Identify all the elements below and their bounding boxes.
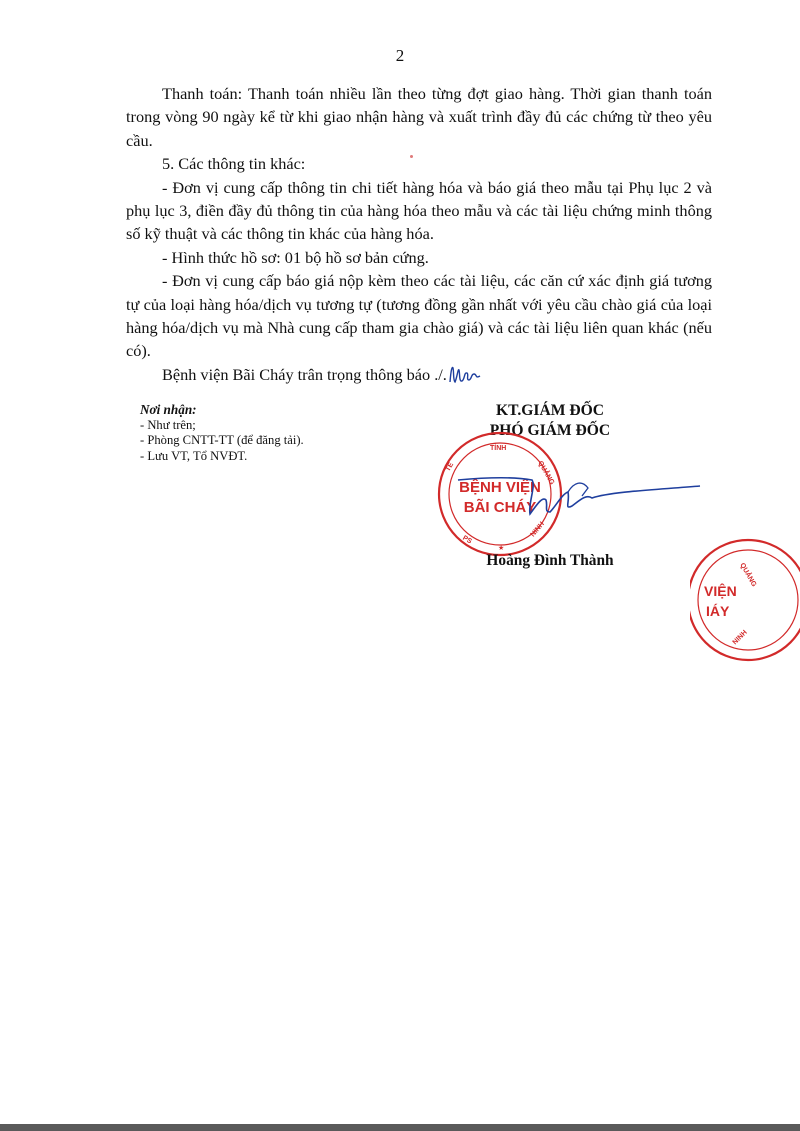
seal-ring-right: QUẢNG (536, 460, 556, 487)
initials-signature-icon (447, 364, 481, 386)
recipients-block (140, 402, 440, 464)
document-body (126, 82, 712, 386)
scan-bottom-edge (0, 1124, 800, 1131)
seal-line2: BÃI CHÁY (463, 499, 537, 516)
partial-edge-seal-icon (690, 538, 800, 668)
closing-row (126, 363, 712, 386)
partial-seal-line2: IÁY (706, 603, 730, 619)
partial-seal-ring-low: NINH (731, 629, 749, 647)
signature-title-line1: KT.GIÁM ĐỐC (496, 402, 604, 419)
seal-ring-right-low: NINH (529, 520, 546, 539)
seal-ring-left: TẾ (444, 461, 456, 473)
seal-ring-bottom: PS (461, 534, 473, 546)
page-number: 2 (395, 46, 405, 65)
payment-paragraph: Thanh toán: Thanh toán nhiều lần theo từng đợt giao hàng. Thời gian thanh toán trong vòng 90 ngày kể từ khi giao nhận hàng và xuất trình đầy đủ các chứng từ theo yêu cầu. (126, 84, 712, 150)
seal-line1: BỆNH VIỆN (459, 479, 541, 496)
info-item-3: - Đơn vị cung cấp báo giá nộp kèm theo các tài liệu, các căn cứ xác định giá tương tự của loại hàng hóa/dịch vụ tương tự (tương đồng gần nhất với yêu cầu chào giá của loại hàng hóa/dịch vụ mà Nhà cung cấp tham gia chào giá) và các tài liệu liên quan khác (nếu có). (126, 271, 712, 361)
partial-seal-ring-top: QUẢNG (738, 562, 758, 589)
info-item-2: - Hình thức hồ sơ: 01 bộ hồ sơ bản cứng. (162, 247, 429, 267)
recipient-item: - Như trên; (140, 417, 196, 432)
info-item-1: - Đơn vị cung cấp thông tin chi tiết hàng hóa và báo giá theo mẫu tại Phụ lục 2 và phụ lục 3, điền đầy đủ thông tin của hàng hóa theo mẫu và các tài liệu chứng minh thông số kỹ thuật và các thông tin khác của hàng hóa. (126, 177, 712, 244)
seal-star: ★ (498, 545, 505, 552)
closing-statement: Bệnh viện Bãi Cháy trân trọng thông báo ./. (162, 364, 447, 384)
official-seal-icon (440, 436, 710, 566)
recipient-item: - Phòng CNTT-TT (để đăng tải). (140, 433, 304, 448)
signer-name: Hoàng Đình Thành (486, 552, 614, 569)
recipients-heading: Nơi nhận: (140, 402, 197, 417)
seal-ring-top: TỈNH (490, 445, 507, 452)
signature-title (430, 401, 670, 441)
partial-seal-line1: VIỆN (704, 583, 737, 599)
signature-title-line2: PHÓ GIÁM ĐỐC (489, 422, 611, 439)
section-5-heading: 5. Các thông tin khác: (162, 154, 306, 174)
recipient-item: - Lưu VT, Tổ NVĐT. (140, 448, 248, 463)
